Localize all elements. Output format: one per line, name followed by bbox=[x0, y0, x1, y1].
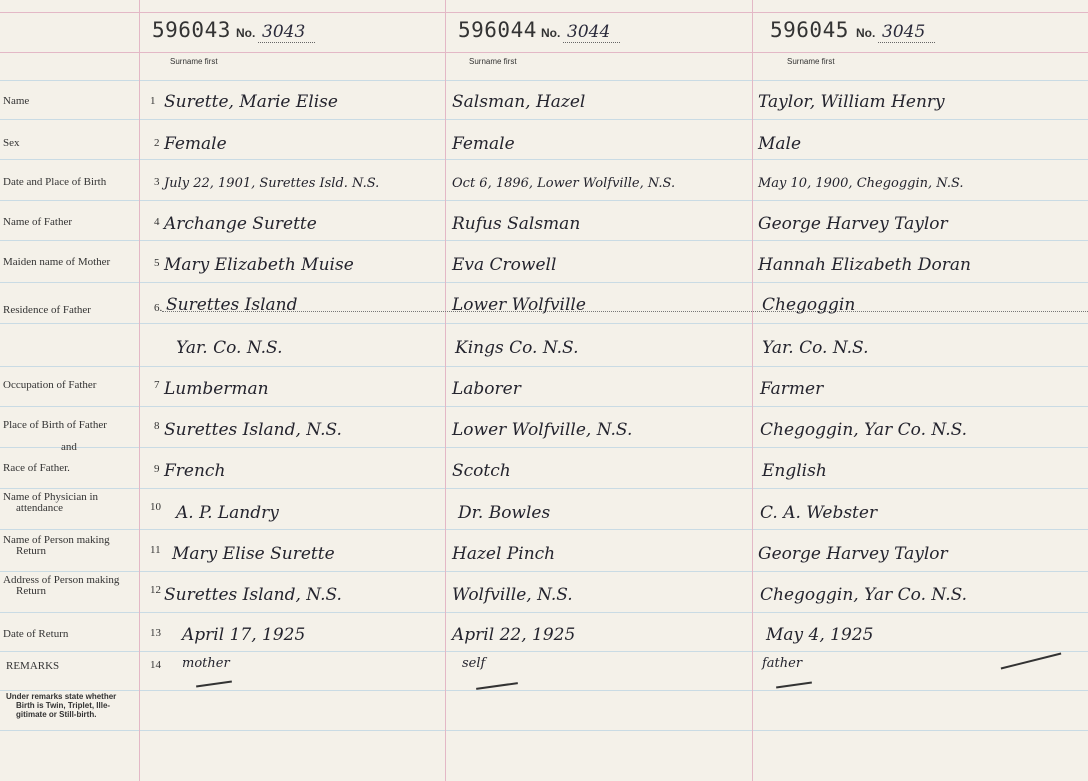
label-address-return: Address of Person making bbox=[3, 574, 120, 586]
label-father-residence: Residence of Father bbox=[3, 304, 91, 316]
entry-address: Surettes Island, N.S. bbox=[164, 585, 342, 605]
column-divider bbox=[752, 0, 753, 781]
entry-name: Taylor, William Henry bbox=[758, 92, 945, 112]
entry-sex: Male bbox=[758, 134, 802, 154]
entry-residence-county: Kings Co. N.S. bbox=[455, 338, 579, 358]
certificate-handwritten-number: 3044 bbox=[563, 22, 620, 43]
entry-sex: Female bbox=[452, 134, 515, 154]
entry-residence-county: Yar. Co. N.S. bbox=[762, 338, 869, 358]
entry-birth: July 22, 1901, Surettes Isld. N.S. bbox=[164, 176, 380, 191]
ruled-line bbox=[0, 80, 1088, 81]
entry-person: Mary Elise Surette bbox=[172, 544, 335, 564]
label-mother-maiden: Maiden name of Mother bbox=[3, 256, 111, 268]
ruled-line bbox=[0, 690, 1088, 691]
row-number: 4 bbox=[154, 216, 160, 228]
certificate-handwritten-number: 3043 bbox=[258, 22, 315, 43]
entry-mother: Hannah Elizabeth Doran bbox=[758, 255, 971, 275]
entry-physician: C. A. Webster bbox=[760, 503, 878, 523]
top-rule bbox=[0, 12, 1088, 13]
ruled-line bbox=[0, 529, 1088, 530]
entry-race: Scotch bbox=[452, 461, 511, 481]
label-person-return: Name of Person making bbox=[3, 534, 110, 546]
row-number: 12 bbox=[150, 584, 161, 596]
check-mark-icon bbox=[776, 682, 812, 689]
ruled-line bbox=[0, 447, 1088, 448]
certificate-number: 596044 bbox=[458, 18, 537, 42]
certificate-handwritten-number: 3045 bbox=[878, 22, 935, 43]
ruled-line bbox=[0, 730, 1088, 731]
entry-remarks: father bbox=[762, 656, 803, 671]
certificate-number: 596045 bbox=[770, 18, 849, 42]
entry-birth: May 10, 1900, Chegoggin, N.S. bbox=[758, 176, 964, 191]
row-number: 10 bbox=[150, 501, 161, 513]
label-father-occupation: Occupation of Father bbox=[3, 379, 97, 391]
label-father-name: Name of Father bbox=[3, 216, 73, 228]
entry-date-return: May 4, 1925 bbox=[766, 625, 874, 645]
label-date-return: Date of Return bbox=[3, 628, 69, 640]
entry-physician: A. P. Landry bbox=[176, 503, 279, 523]
entry-father-birthplace: Lower Wolfville, N.S. bbox=[452, 420, 633, 440]
entry-remarks: mother bbox=[182, 656, 230, 671]
entry-residence-county: Yar. Co. N.S. bbox=[176, 338, 283, 358]
surname-first-hint: Surname first bbox=[787, 57, 835, 66]
label-and: and bbox=[61, 441, 77, 453]
ruled-line bbox=[0, 612, 1088, 613]
label-person-return-cont: Return bbox=[16, 545, 46, 557]
certificate-no-label: No. bbox=[236, 26, 256, 40]
entry-father-birthplace: Surettes Island, N.S. bbox=[164, 420, 342, 440]
ruled-line bbox=[0, 323, 1088, 324]
ruled-line bbox=[0, 406, 1088, 407]
entry-father-birthplace: Chegoggin, Yar Co. N.S. bbox=[760, 420, 968, 440]
certificate-number: 596043 bbox=[152, 18, 231, 42]
row-number: 13 bbox=[150, 627, 161, 639]
check-mark-icon bbox=[196, 681, 232, 688]
remarks-note-line: gitimate or Still-birth. bbox=[16, 710, 97, 719]
label-remarks: REMARKS bbox=[6, 660, 60, 672]
row-number: 9 bbox=[154, 463, 160, 475]
entry-occupation: Lumberman bbox=[164, 379, 269, 399]
ruled-line bbox=[0, 240, 1088, 241]
row-number: 5 bbox=[154, 257, 160, 269]
row-number: 6. bbox=[154, 302, 163, 314]
label-physician-cont: attendance bbox=[16, 502, 64, 514]
row-number: 7 bbox=[154, 379, 160, 391]
row-number: 14 bbox=[150, 659, 161, 671]
ruled-line bbox=[0, 119, 1088, 120]
entry-name: Salsman, Hazel bbox=[452, 92, 586, 112]
entry-address: Wolfville, N.S. bbox=[452, 585, 573, 605]
entry-father: Rufus Salsman bbox=[452, 214, 581, 234]
ruled-line bbox=[0, 488, 1088, 489]
certificate-no-label: No. bbox=[541, 26, 561, 40]
remarks-note-line: Under remarks state whether bbox=[6, 692, 117, 701]
entry-residence: Chegoggin bbox=[762, 295, 856, 315]
row-number: 3 bbox=[154, 176, 160, 188]
entry-date-return: April 22, 1925 bbox=[452, 625, 576, 645]
entry-remarks: self bbox=[462, 656, 486, 671]
ruled-line bbox=[0, 571, 1088, 572]
label-birth: Date and Place of Birth bbox=[3, 176, 107, 188]
entry-race: English bbox=[762, 461, 827, 481]
surname-first-hint: Surname first bbox=[469, 57, 517, 66]
entry-residence: Surettes Island bbox=[166, 295, 298, 315]
entry-occupation: Farmer bbox=[760, 379, 824, 399]
entry-name: Surette, Marie Elise bbox=[164, 92, 338, 112]
header-rule bbox=[0, 52, 1088, 53]
row-number: 2 bbox=[154, 137, 160, 149]
entry-father: George Harvey Taylor bbox=[758, 214, 948, 234]
label-sex: Sex bbox=[3, 137, 20, 149]
row-number: 11 bbox=[150, 544, 161, 556]
entry-physician: Dr. Bowles bbox=[458, 503, 551, 523]
ruled-line bbox=[0, 200, 1088, 201]
ruled-line bbox=[0, 366, 1088, 367]
entry-occupation: Laborer bbox=[452, 379, 521, 399]
ruled-line bbox=[0, 159, 1088, 160]
entry-residence: Lower Wolfville bbox=[452, 295, 586, 315]
entry-sex: Female bbox=[164, 134, 227, 154]
certificate-no-label: No. bbox=[856, 26, 876, 40]
label-father-birthplace: Place of Birth of Father bbox=[3, 419, 107, 431]
check-mark-icon bbox=[476, 682, 518, 690]
entry-mother: Eva Crowell bbox=[452, 255, 557, 275]
entry-address: Chegoggin, Yar Co. N.S. bbox=[760, 585, 968, 605]
column-divider bbox=[445, 0, 446, 781]
residence-dotted-line bbox=[162, 311, 1088, 312]
entry-birth: Oct 6, 1896, Lower Wolfville, N.S. bbox=[452, 176, 676, 191]
pen-flourish bbox=[1001, 653, 1062, 670]
row-number: 1 bbox=[150, 95, 156, 107]
ruled-line bbox=[0, 651, 1088, 652]
entry-date-return: April 17, 1925 bbox=[182, 625, 306, 645]
ruled-line bbox=[0, 282, 1088, 283]
label-physician: Name of Physician in bbox=[3, 491, 99, 503]
entry-mother: Mary Elizabeth Muise bbox=[164, 255, 354, 275]
remarks-note-line: Birth is Twin, Triplet, Ille- bbox=[16, 701, 111, 710]
label-name: Name bbox=[3, 95, 30, 107]
surname-first-hint: Surname first bbox=[170, 57, 218, 66]
entry-person: Hazel Pinch bbox=[452, 544, 556, 564]
entry-person: George Harvey Taylor bbox=[758, 544, 948, 564]
entry-father: Archange Surette bbox=[164, 214, 317, 234]
label-father-race: Race of Father. bbox=[3, 462, 70, 474]
row-number: 8 bbox=[154, 420, 160, 432]
entry-race: French bbox=[164, 461, 226, 481]
label-address-return-cont: Return bbox=[16, 585, 46, 597]
column-divider bbox=[139, 0, 140, 781]
